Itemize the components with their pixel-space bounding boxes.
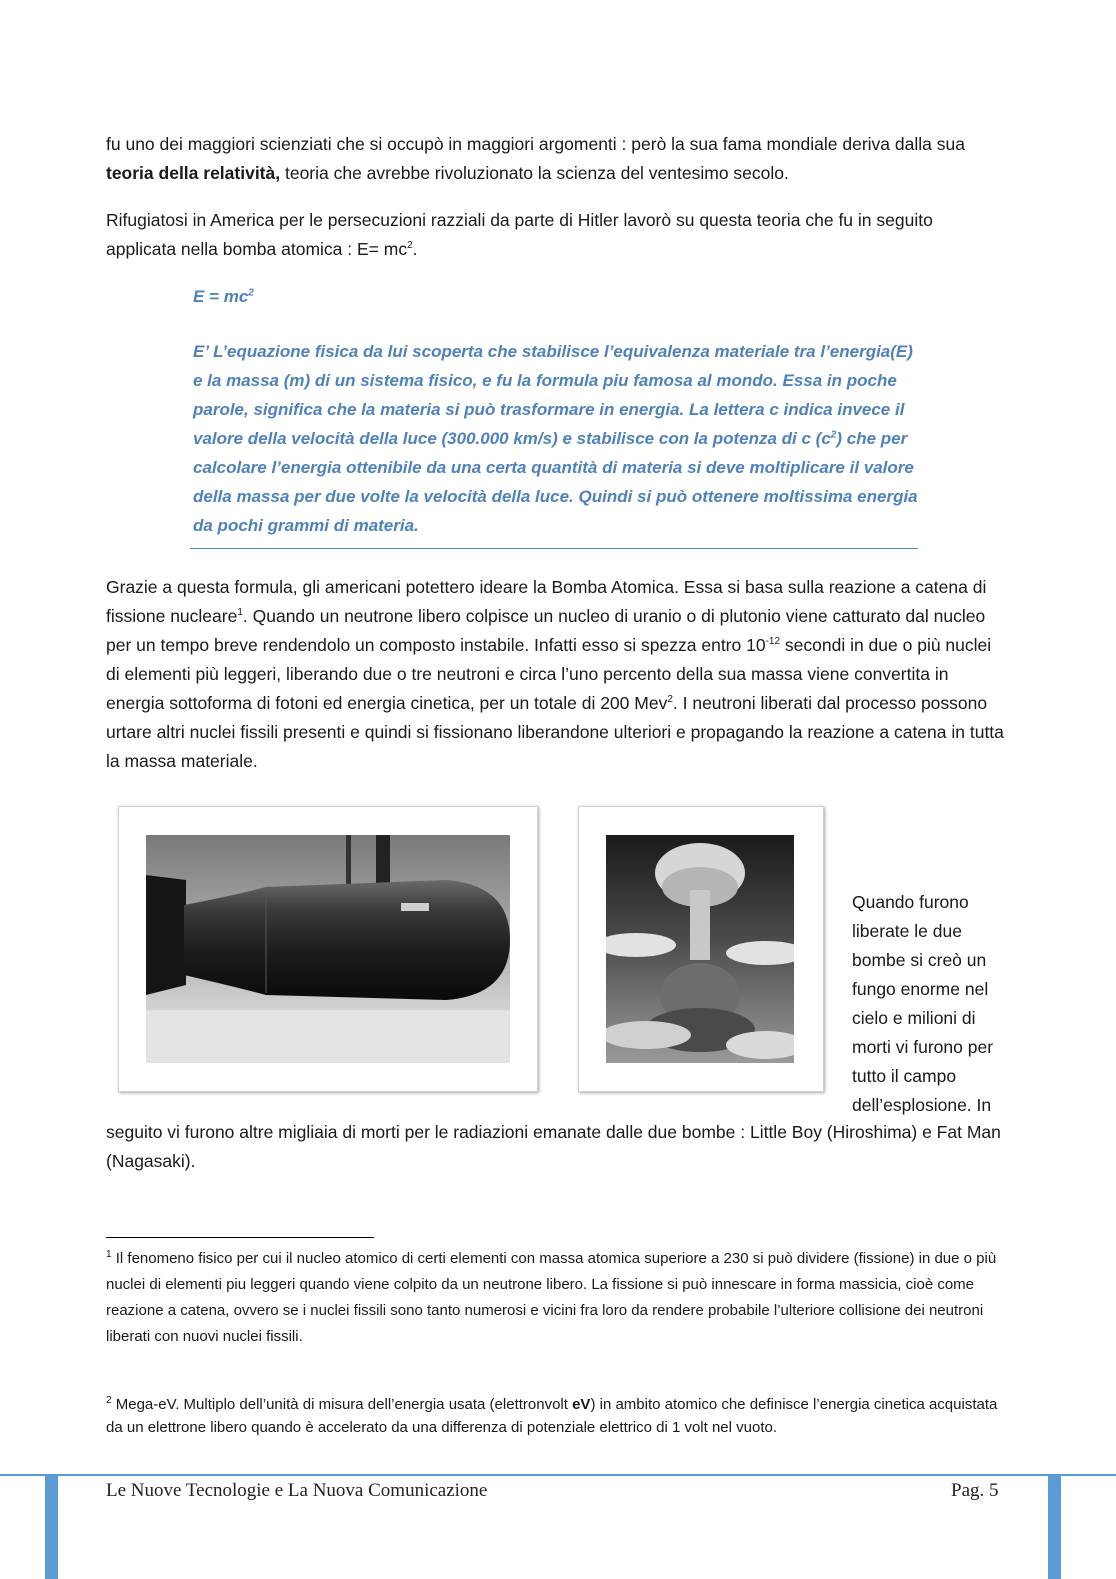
quote-underline — [190, 548, 918, 549]
bold-text: teoria della relatività, — [106, 163, 281, 183]
footer-title: Le Nuove Tecnologie e La Nuova Comunicazione — [106, 1480, 488, 1501]
quote-body — [193, 337, 921, 540]
side-text: Quando furono liberate le due bombe si creò un fungo enorme nel cielo e milioni di morti vi furono per tutto il campo dell’esplosione. In — [852, 892, 994, 1115]
footnote-text: Mega-eV. Multiplo dell’unità di misura dell’energia usata (elettronvolt — [111, 1396, 573, 1413]
paragraph-america — [106, 206, 1006, 264]
footer-rule — [0, 1474, 1116, 1476]
text: Grazie a questa formula, gli americani potettero ideare la Bomba Atomica. Essa si basa sulla reazione a catena di fissione nucleare — [106, 577, 987, 626]
text: . — [412, 239, 418, 259]
text: ) che per calcolare l’energia ottenibile da una certa quantità di materia si deve moltiplicare il valore della massa per due volte la velocità della luce. Quindi si può ottenere moltissima energia da pochi grammi di materia. — [193, 429, 918, 535]
footnote-text: ) in ambito atomico che definisce l’energia cinetica acquistata da un elettrone libero quando è accelerato da una differenza di potenziale elettrico di 1 volt nel vuoto. — [106, 1396, 998, 1436]
formula: E = mc — [193, 287, 249, 306]
footnote-text: Il fenomeno fisico per cui il nucleo atomico di certi elementi con massa atomica superiore a 230 si può dividere (fissione) in due o più nuclei di elementi piu leggeri quando viene colpito da un neutrone libero. La fissione si può innescare in forma massicia, cioè come reazione a catena, ovvero se i nuclei fissili sono tanto numerosi e vicini fra loro da rendere probabile l’ulteriore collisione dei neutroni liberati con nuovi nuclei fissili. — [106, 1250, 997, 1345]
paragraph-after-figures: seguito vi furono altre migliaia di morti per le radiazioni emanate dalle due bombe : Little Boy (Hiroshima) e Fat Man (Nagasaki). — [106, 1122, 1001, 1171]
mushroom-cloud-photo-icon — [606, 835, 794, 1063]
text: fu uno dei maggiori scienziati che si occupò in maggiori argomenti : però la sua fama mondiale deriva dalla sua — [106, 134, 965, 154]
superscript: 2 — [248, 287, 254, 299]
text: teoria che avrebbe rivoluzionato la scienza del ventesimo secolo. — [280, 163, 789, 183]
page-number: Pag. 5 — [951, 1480, 999, 1501]
footer-left-bar — [45, 1474, 58, 1579]
footnote-mark: 1 — [106, 1249, 112, 1260]
bold-text: eV — [572, 1396, 591, 1413]
footnote-separator — [106, 1237, 374, 1238]
superscript: 2 — [407, 240, 413, 252]
text: secondi in due o più nuclei di elementi più leggeri, liberando due o tre neutroni e circa l’uno percento della sua massa viene convertita in energia sottoforma di fotoni ed energia cinetica, per un totale di 200 Mev — [106, 635, 992, 713]
footnote-2 — [106, 1393, 1006, 1439]
footnote-ref-2[interactable]: 2 — [667, 694, 673, 706]
paragraph-bomba-atomica — [106, 573, 1006, 776]
text: E’ L’equazione fisica da lui scoperta che stabilisce l’equivalenza materiale tra l’energia(E) e la massa (m) di un sistema fisico, e fu la formula piu famosa al mondo. Essa in poche parole, significa che la materia si può trasformare in energia. La lettera c indica invece il valore della velocità della luce (300.000 km/s) e stabilisce con la potenza di c (c — [193, 342, 913, 448]
footer-right-bar — [1048, 1474, 1061, 1579]
superscript: -12 — [765, 636, 781, 648]
footnote-mark: 2 — [106, 1395, 112, 1406]
text: . Quando un neutrone libero colpisce un nucleo di uranio o di plutonio viene catturato dal nucleo per un tempo breve rendendolo un composto instabile. Infatti esso si spezza entro 10 — [106, 606, 986, 655]
footnote-ref-1[interactable]: 1 — [237, 607, 243, 619]
mushroom-cloud-figure — [578, 806, 824, 1092]
text: Rifugiatosi in America per le persecuzioni razziali da parte di Hitler lavorò su questa teoria che fu in seguito applicata nella bomba atomica : E= mc — [106, 210, 933, 259]
paragraph-einstein — [106, 130, 1006, 188]
bomb-photo-icon — [146, 835, 510, 1063]
quote-formula — [193, 282, 921, 311]
footnote-1 — [106, 1246, 1006, 1350]
text: . I neutroni liberati dal processo possono urtare altri nuclei fissili presenti e quindi si fissionano liberandone ulteriori e propagando la reazione a catena in tutta la massa materiale. — [106, 693, 1004, 771]
superscript: 2 — [830, 429, 837, 441]
bomb-figure — [118, 806, 538, 1092]
